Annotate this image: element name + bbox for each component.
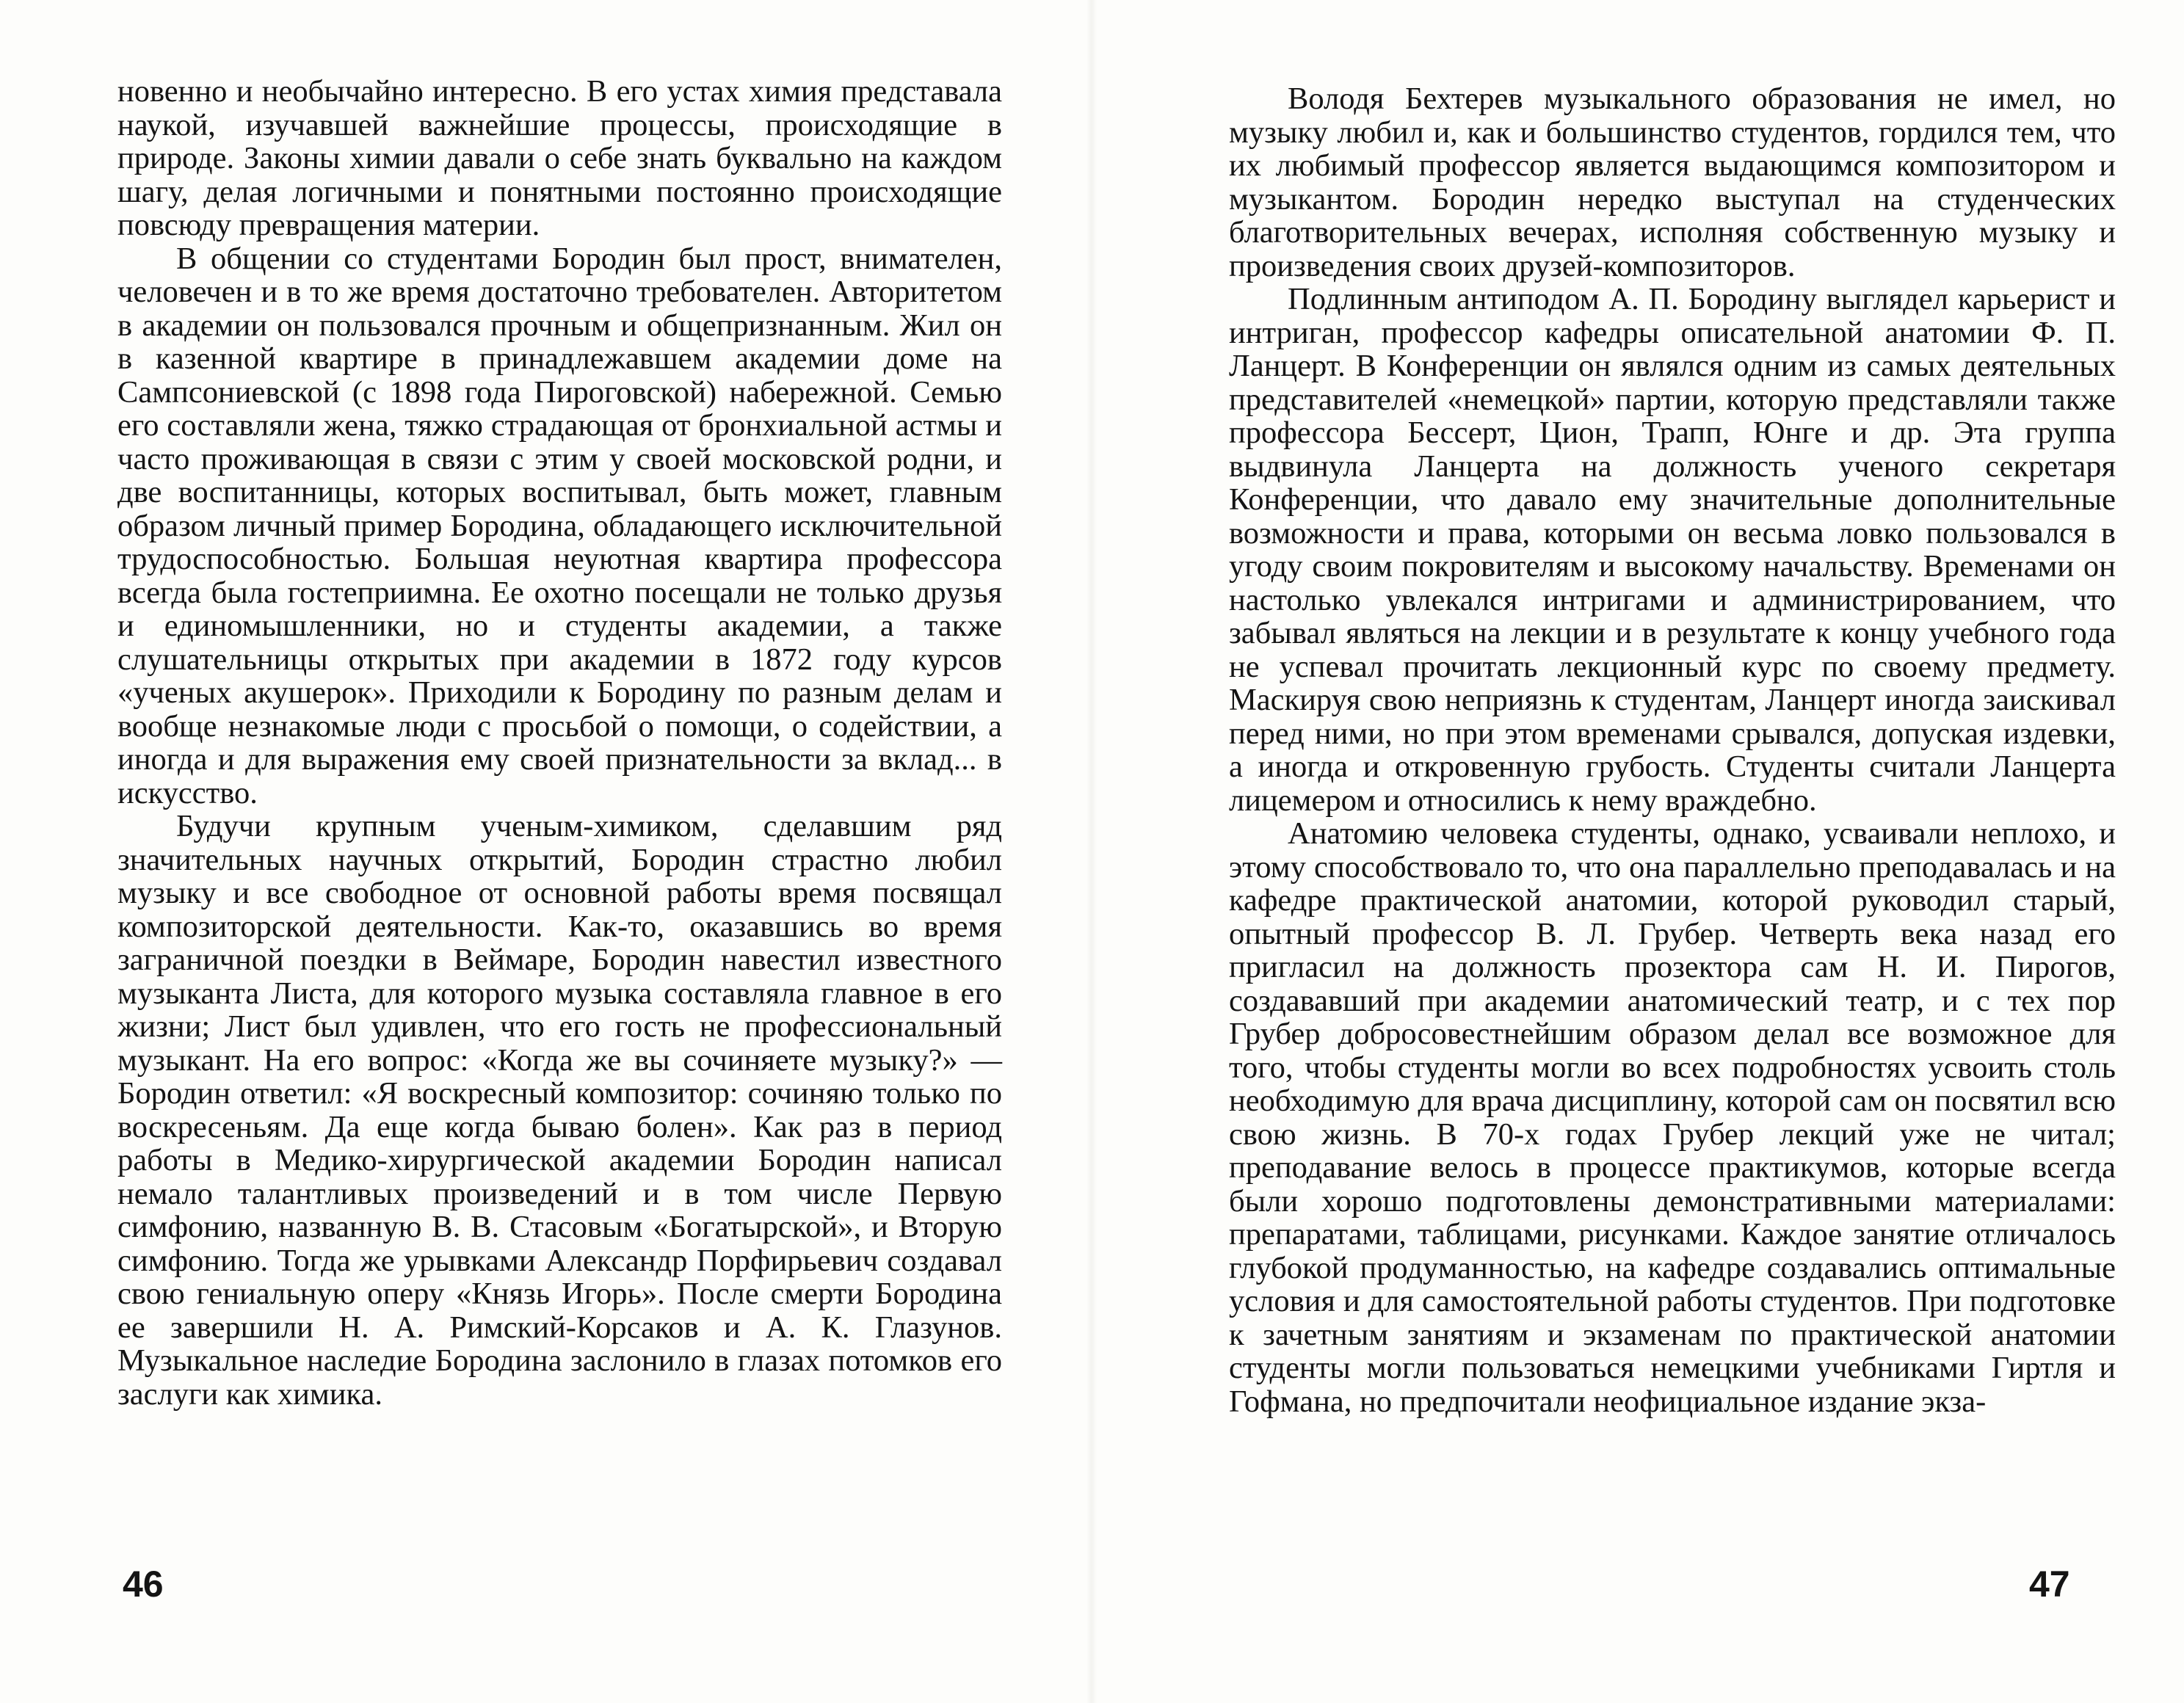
paragraph: Анатомию человека студенты, однако, усваивали неплохо, и этому способствовало то, что она параллельно преподавалась и на кафедре практической анатомии, которой руководил старый, опытный профессор В. Л. Грубер. Четверть века назад его пригласил на должность прозектора сам Н. И. Пирогов, создававший при академии анатомический театр, и с тех пор Грубер добросовестнейшим образом делал все возможное для того, чтобы студенты могли во всех подробностях усвоить столь необходимую для врача дисциплину, которой сам он посвятил всю свою жизнь. В 70-х годах Грубер лекций уже не читал; преподавание велось в процессе практикумов, которые всегда были хорошо подготовлены демонстративными материалами: препаратами, таблицами, рисунками. Каждое занятие отличалось глубокой продуманностью, на кафедре создавались оптимальные условия и для самостоятельной работы студентов. При подготовке к зачетным занятиям и экзаменам по практической анатомии студенты могли пользоваться немецкими учебниками Гиртля и Гофмана, но предпочитали неофициальное издание экза-: [1229, 816, 2116, 1419]
page-number: 46: [123, 1564, 164, 1605]
paragraph: Подлинным антиподом А. П. Бородину выглядел карьерист и интриган, профессор кафедры описательной анатомии Ф. П. Ланцерт. В Конференции он являлся одним из самых деятельных представителей «немецкой» партии, которую представляли также профессора Бессерт, Цион, Трапп, Юнге и др. Эта группа выдвинула Ланцерта на должность ученого секретаря Конференции, что давало ему значительные дополнительные возможности и права, которыми он весьма ловко пользовался в угоду своим покровителям и высокому начальству. Временами он настолько увлекался интригами и администрированием, что забывал являться на лекции и в результате к концу учебного года не успевал прочитать лекционный курс по своему предмету. Маскируя свою неприязнь к студентам, Ланцерт иногда заискивал перед ними, но при этом временами срывался, допуская издевки, а иногда и откровенную грубость. Студенты считали Ланцерта лицемером и относились к нему враждебно.: [1229, 282, 2116, 818]
right-page-text: [1229, 82, 2116, 1418]
paragraph: Володя Бехтерев музыкального образования не имел, но музыку любил и, как и большинство студентов, гордился тем, что их любимый профессор является выдающимся композитором и музыкантом. Бородин нередко выступал на студенческих благотворительных вечерах, исполняя собственную музыку и произведения своих друзей-композиторов.: [1229, 81, 2116, 283]
right-page: [1092, 0, 2184, 1703]
paragraph: В общении со студентами Бородин был прост, внимателен, человечен и в то же время достаточно требователен. Авторитетом в академии он пользовался прочным и общепризнанным. Жил он в казенной квартире в принадлежавшем академии доме на Сампсониевской (с 1898 года Пироговской) набережной. Семью его составляли жена, тяжко страдающая от бронхиальной астмы и часто проживающая в связи с этим у своей московской родни, и две воспитанницы, которых воспитывал, быть может, главным образом личный пример Бородина, обладающего исключительной трудоспособностью. Большая неуютная квартира профессора всегда была гостеприимна. Ее охотно посещали не только друзья и единомышленники, но и студенты академии, а также слушательницы открытых при академии в 1872 году курсов «ученых акушерок». Приходили к Бородину по разным делам и вообще незнакомые люди с просьбой о помощи, о содействии, а иногда и для выражения ему своей признательности за вклад... в искусство.: [117, 241, 1002, 810]
paragraph: Будучи крупным ученым-химиком, сделавшим ряд значительных научных открытий, Бородин страстно любил музыку и все свободное от основной работы время посвящал композиторской деятельности. Как-то, оказавшись во время заграничной поездки в Веймаре, Бородин навестил известного музыканта Листа, для которого музыка составляла главное в его жизни; Лист был удивлен, что его гость не профессиональный музыкант. На его вопрос: «Когда же вы сочиняете музыку?» — Бородин ответил: «Я воскресный композитор: сочиняю только по воскресеньям. Да еще когда бываю болен». Как раз в период работы в Медико-хирургической академии Бородин написал немало талантливых произведений и в том числе Первую симфонию, названную В. В. Стасовым «Богатырской», и Вторую симфонию. Тогда же урывками Александр Порфирьевич создавал свою гениальную оперу «Князь Игорь». После смерти Бородина ее завершили Н. А. Римский-Корсаков и А. К. Глазунов. Музыкальное наследие Бородина заслонило в глазах потомков его заслуги как химика.: [117, 809, 1002, 1412]
paragraph: новенно и необычайно интересно. В его устах химия представала наукой, изучавшей важнейшие процессы, происходящие в природе. Законы химии давали о себе знать буквально на каждом шагу, делая логичными и понятными постоянно происходящие повсюду превращения материи.: [117, 74, 1002, 242]
left-page-text: [117, 75, 1002, 1411]
page-number: 47: [2029, 1564, 2070, 1605]
